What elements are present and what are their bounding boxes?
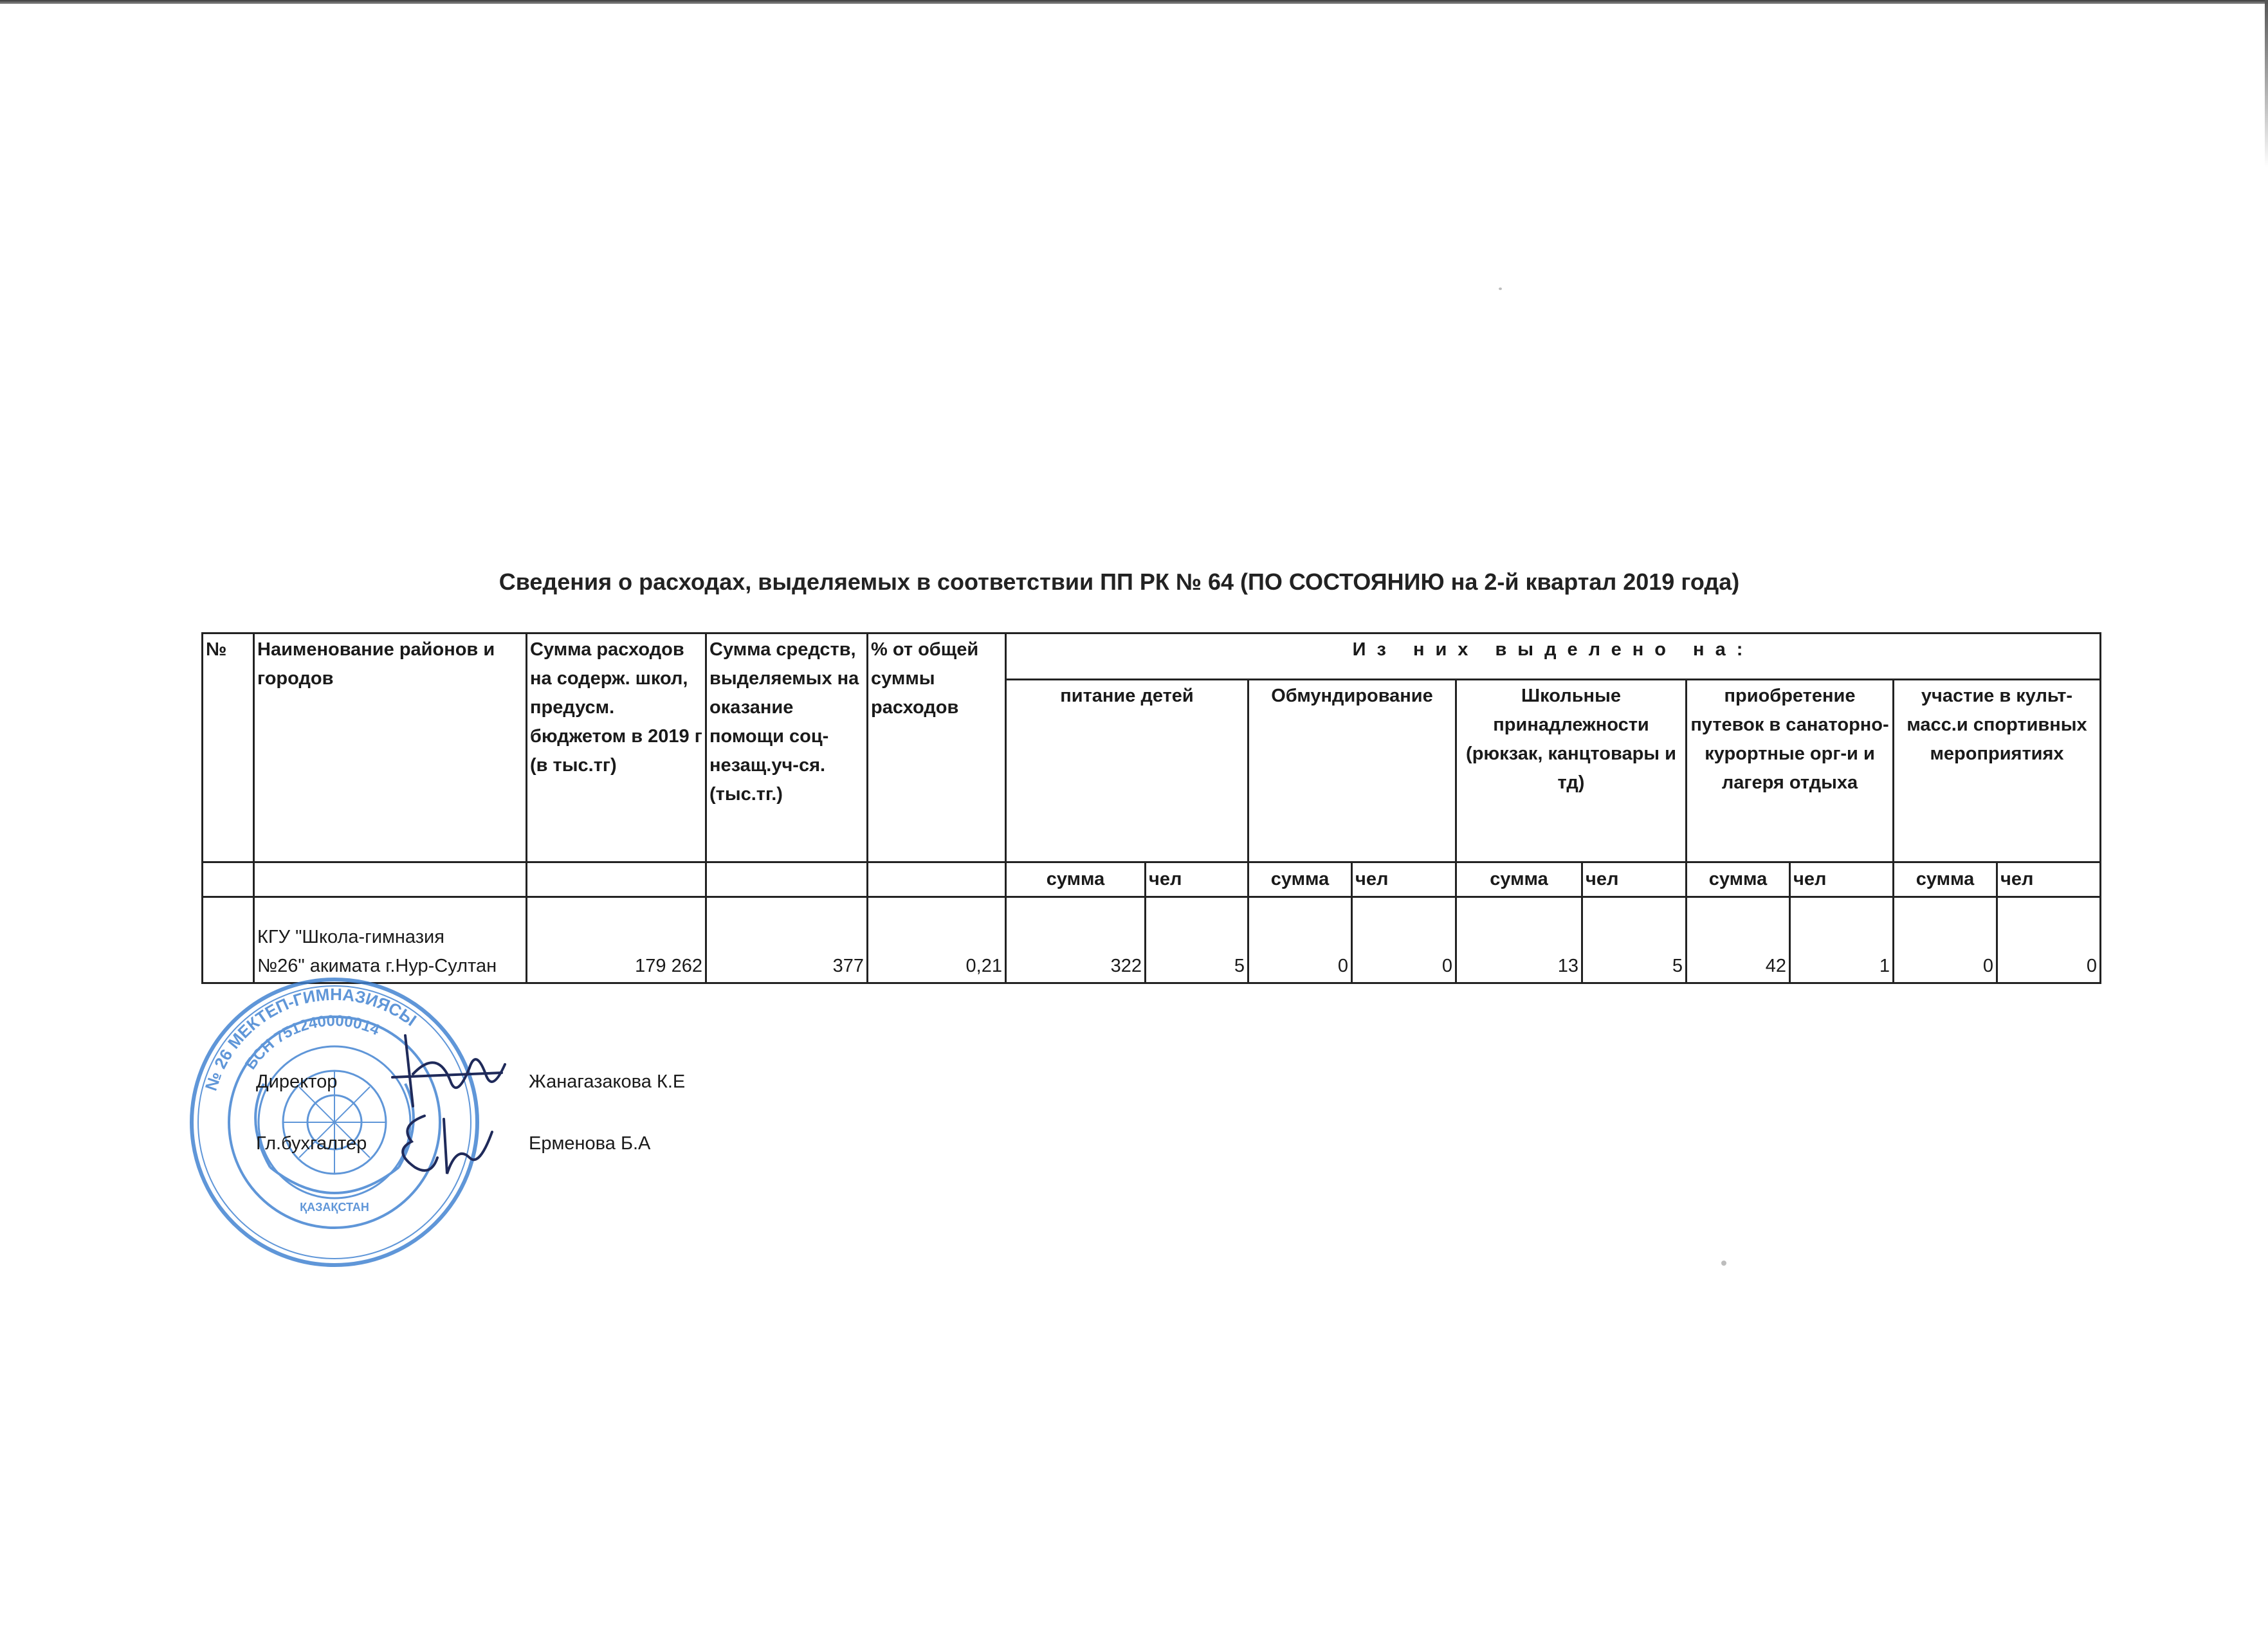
scan-speck [1499,287,1502,290]
header-events: участие в культ-масс.и спортивных мероприятиях [1894,680,2101,862]
header-num: № [203,633,254,862]
row-name-line2: №26" акимата г.Нур-Султан [257,956,497,976]
header-vouchers: приобретение путевок в санаторно-курортные орг-и и лагеря отдыха [1687,680,1894,862]
row-supplies-people: 5 [1582,897,1687,983]
header-percent: % от общей суммы расходов [868,633,1006,862]
row-supplies-sum: 13 [1456,897,1582,983]
header-name: Наименование районов и городов [254,633,527,862]
stamp-bin-text: БСН 751240000014 [242,1012,382,1073]
header-uniform: Обмундирование [1248,680,1456,862]
row-events-sum: 0 [1894,897,1997,983]
row-food-sum: 322 [1006,897,1146,983]
row-name-line1: КГУ "Школа-гимназия [257,927,444,947]
subheader-uniform-sum: сумма [1248,862,1352,897]
row-events-people: 0 [1997,897,2101,983]
empty-cell [868,862,1006,897]
empty-cell [706,862,868,897]
accountant-signature [386,1106,502,1183]
director-signature [380,1029,515,1113]
subheader-vouchers-sum: сумма [1687,862,1790,897]
expenses-table [201,632,2101,984]
header-sum-expenses: Сумма расходов на содерж. школ, предусм. бюджетом в 2019 г (в тыс.тг) [527,633,706,862]
subheader-food-sum: сумма [1006,862,1146,897]
header-food: питание детей [1006,680,1248,862]
director-title: Директор [256,1071,338,1092]
empty-cell [254,862,527,897]
table-row [203,897,2101,983]
subheader-events-sum: сумма [1894,862,1997,897]
subheader-supplies-people: чел [1582,862,1687,897]
header-row-1 [203,633,2101,680]
stamp-inner-text: ҚАЗАҚСТАН [300,1201,369,1214]
stamp-outer-text: № 26 МЕКТЕП-ГИМНАЗИЯСЫ [201,984,420,1093]
document-title: Сведения о расходах, выделяемых в соответствии ПП РК № 64 (ПО СОСТОЯНИЮ на 2-й квартал 2019 года) [498,569,1740,595]
row-vouchers-sum: 42 [1687,897,1790,983]
row-uniform-sum: 0 [1248,897,1352,983]
accountant-title: Гл.бухгалтер [256,1133,367,1154]
subheader-supplies-sum: сумма [1456,862,1582,897]
row-sum-expenses: 179 262 [527,897,706,983]
subheader-uniform-people: чел [1352,862,1456,897]
scan-right-edge [2265,0,2268,167]
header-supplies: Школьные принадлежности (рюкзак, канцтовары и тд) [1456,680,1687,862]
row-num-cell [203,897,254,983]
empty-cell [203,862,254,897]
row-sum-funds: 377 [706,897,868,983]
row-food-people: 5 [1146,897,1248,983]
header-row-3 [203,862,2101,897]
accountant-name: Ерменова Б.А [529,1133,651,1154]
scan-speck [1721,1261,1726,1266]
row-name-cell [254,897,527,983]
empty-cell [527,862,706,897]
director-name: Жанагазакова К.Е [529,1071,686,1092]
scan-top-edge [0,0,2268,4]
subheader-food-people: чел [1146,862,1248,897]
subheader-vouchers-people: чел [1790,862,1894,897]
row-vouchers-people: 1 [1790,897,1894,983]
row-uniform-people: 0 [1352,897,1456,983]
row-percent: 0,21 [868,897,1006,983]
header-sum-funds: Сумма средств, выделяемых на оказание помощи соц-незащ.уч-ся. (тыс.тг.) [706,633,868,862]
subheader-events-people: чел [1997,862,2101,897]
header-of-them: Из них выделено на: [1006,633,2101,680]
